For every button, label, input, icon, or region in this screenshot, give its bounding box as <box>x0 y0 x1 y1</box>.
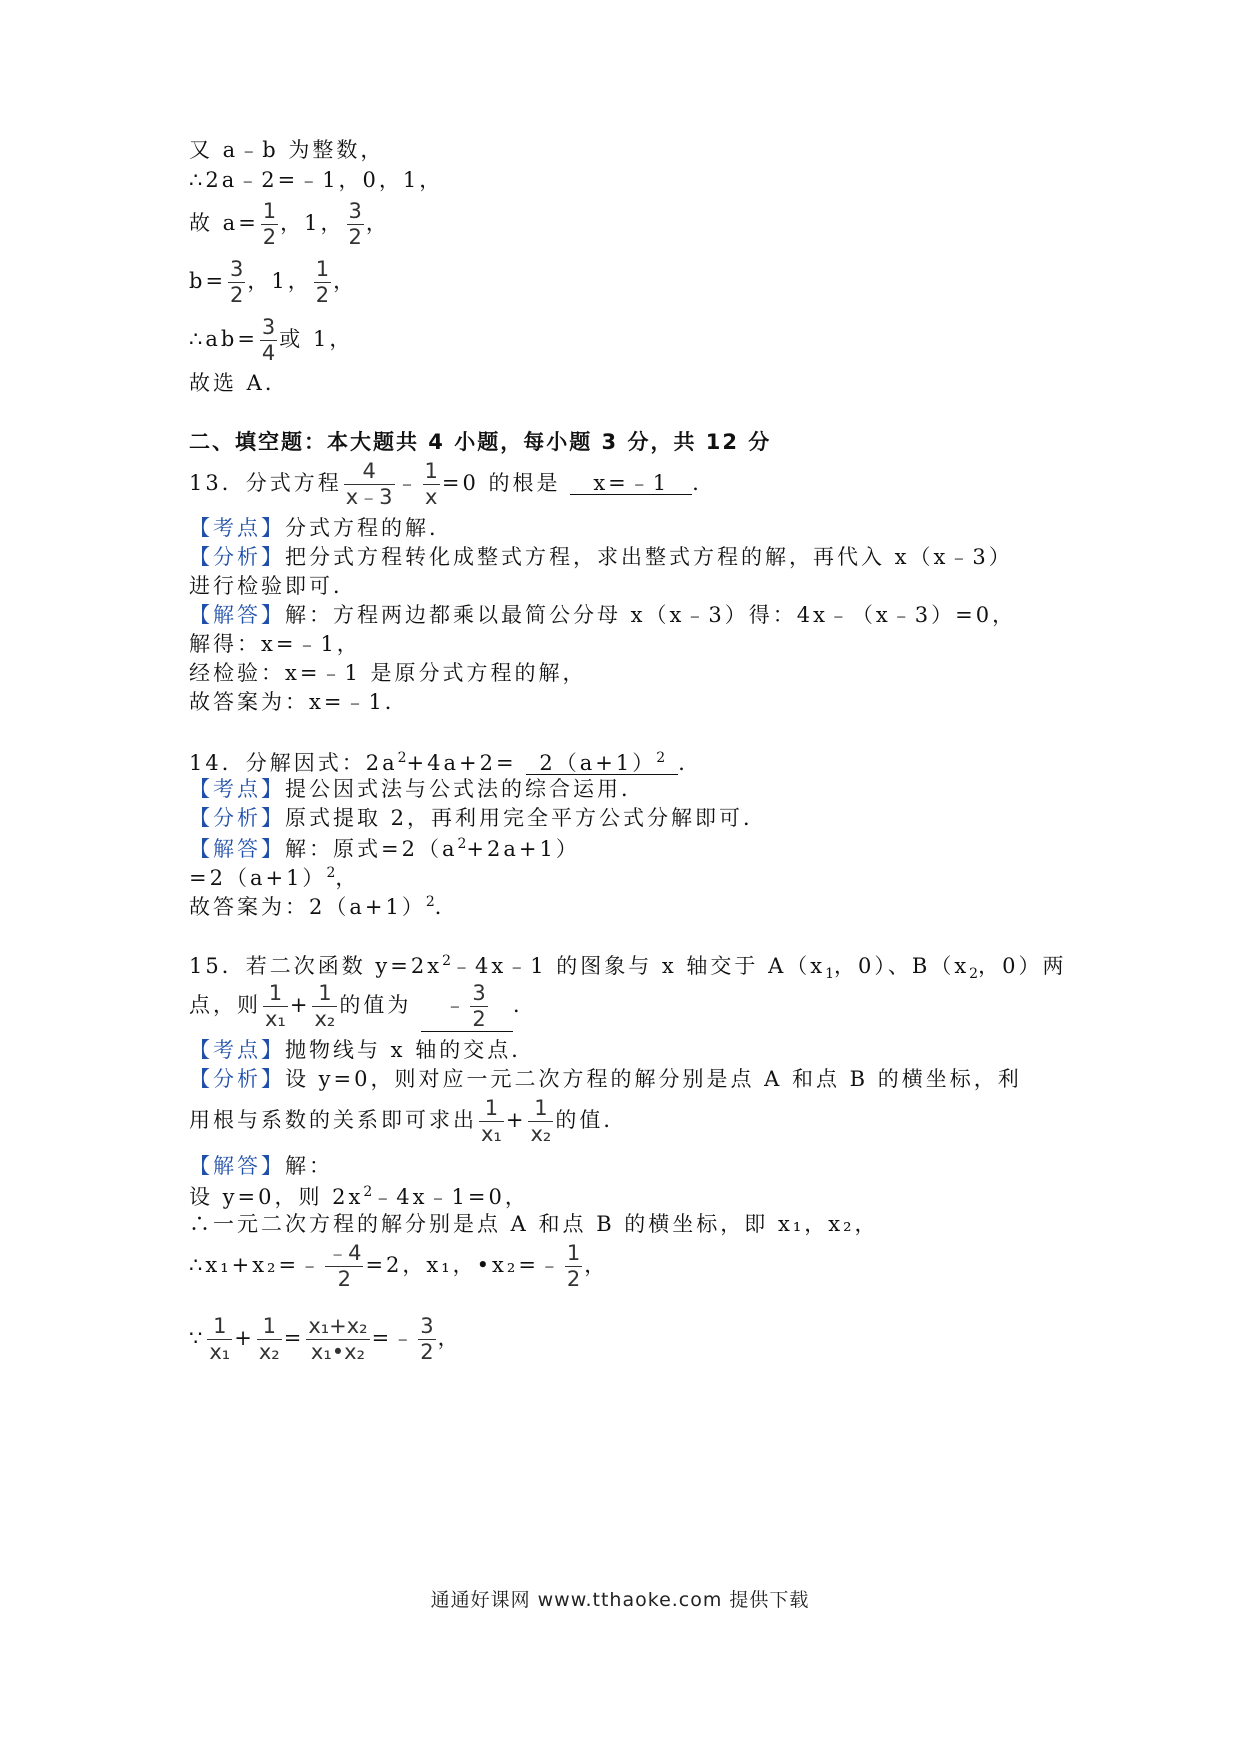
text-fragment: ， <box>333 269 358 294</box>
fraction: $\frac{1}{x}$ <box>424 459 438 510</box>
fraction: $\frac{1}{\text{x₁}}$ <box>265 981 286 1032</box>
kaodian-tag: 【考点】 <box>189 516 285 540</box>
text-line: 进行检验即可． <box>189 574 357 598</box>
fenxi-line: 【分析】把分式方程转化成整式方程，求出整式方程的解，再代入 x（x﹣3） <box>189 545 1013 569</box>
text-fragment: ，1， <box>280 211 345 236</box>
text-line: 故答案为：x=﹣1． <box>189 690 409 714</box>
text-line: ∴x₁+x₂=﹣ $\frac{﹣4}{2}$ =2，x₁，•x₂=﹣ $\frac{1}{2}$ ， <box>189 1241 609 1292</box>
fraction: $\frac{\text{x₁+x₂}}{\text{x₁•x₂}}$ <box>308 1314 368 1365</box>
text-fragment: ，1， <box>247 269 312 294</box>
fraction: $\frac{3}{4}$ <box>261 315 276 366</box>
fraction: $\frac{1}{\text{x₂}}$ <box>314 981 336 1032</box>
text-line: ∴2a﹣2=﹣1，0，1， <box>189 168 444 192</box>
text-line: 故答案为：$2(a+1)^2$． <box>189 894 459 919</box>
question-14-stem: 14．分解因式：$2a^2+4a+2= 2(a+1)^2$ ． <box>189 750 703 775</box>
kaodian-tag: 【考点】 <box>189 1038 285 1062</box>
question-13-stem: 13．分式方程 $\frac{4}{x﹣3}$ ﹣ $\frac{1}{x}$ =0 的根是 x=﹣1 ． <box>189 459 717 510</box>
text-line <box>189 200 390 249</box>
text-line: 经检验：x=﹣1 是原分式方程的解， <box>189 661 587 685</box>
fraction: $\frac{1}{\text{x₂}}$ <box>530 1096 552 1147</box>
text-line <box>189 316 353 365</box>
jieda-line: 【解答】解： <box>189 1154 333 1178</box>
fraction: $\frac{3}{2}$ <box>348 199 362 250</box>
fenxi-tag: 【分析】 <box>189 545 285 569</box>
answer-blank: x=﹣1 <box>570 473 692 495</box>
fraction: $\frac{﹣4}{2}$ <box>327 1241 362 1292</box>
jieda-tag: 【解答】 <box>189 603 285 627</box>
fenxi-line: 【分析】设 y=0，则对应一元二次方程的解分别是点 A 和点 B 的横坐标，利 <box>189 1067 1022 1091</box>
fenxi-tag: 【分析】 <box>189 1067 285 1091</box>
text-fragment: ， <box>365 211 390 236</box>
text-fragment: 或 1， <box>279 327 354 352</box>
fraction: $\frac{1}{2}$ <box>566 1241 581 1292</box>
section-heading: 二、填空题：本大题共 4 小题，每小题 3 分，共 12 分 <box>189 430 772 454</box>
text-line: ∵ $\frac{1}{\text{x₁}}$ + $\frac{1}{\text{x₂}}$ = $\frac{\text{x₁+x₂}}{\text{x₁•x₂}}$ =﹣ $\frac{3}{2}$ ， <box>189 1314 462 1365</box>
text-fragment: 故 a= <box>189 211 259 236</box>
text-line: 又 a﹣b 为整数， <box>189 138 385 162</box>
jieda-tag: 【解答】 <box>189 837 285 861</box>
kaodian-line: 【考点】提公因式法与公式法的综合运用． <box>189 777 645 801</box>
page-footer: 通通好课网 www.tthaoke.com 提供下载 <box>430 1589 810 1611</box>
answer-blank: $2(a+1)^2$ <box>526 751 678 775</box>
text-line: ∴一元二次方程的解分别是点 A 和点 B 的横坐标，即 x₁，x₂， <box>189 1212 879 1236</box>
fraction: $\frac{3}{2}$ <box>472 981 486 1032</box>
kaodian-tag: 【考点】 <box>189 777 285 801</box>
answer-blank: ﹣ $\frac{3}{2}$ <box>421 982 513 1032</box>
jieda-line: 【解答】解：方程两边都乘以最简公分母 x（x﹣3）得：4x﹣（x﹣3）=0， <box>189 603 1017 627</box>
kaodian-line: 【考点】抛物线与 x 轴的交点． <box>189 1038 536 1062</box>
fraction: $\frac{3}{2}$ <box>420 1314 434 1365</box>
fraction: $\frac{1}{2}$ <box>315 257 330 308</box>
text-line: $=2(a+1)^2$， <box>189 865 360 890</box>
fraction: $\frac{1}{\text{x₂}}$ <box>258 1314 280 1365</box>
question-15-stem: 15．若二次函数 $y=2x^2﹣4x﹣1$ 的图象与 x 轴交于 $A(x_1$，0）、$B(x_2$，0）两 <box>189 953 1067 983</box>
text-line <box>189 258 357 307</box>
text-line: 故选 A． <box>189 371 289 395</box>
jieda-tag: 【解答】 <box>189 1154 285 1178</box>
fraction: $\frac{1}{2}$ <box>262 199 277 250</box>
fraction: $\frac{1}{\text{x₁}}$ <box>481 1096 502 1147</box>
text-line: 设 y=0，则 $2x^2﹣4x﹣1=0$， <box>189 1184 529 1209</box>
kaodian-line: 【考点】分式方程的解． <box>189 516 453 540</box>
text-line: 解得：x=﹣1， <box>189 632 361 656</box>
question-15-stem-2: 点，则 $\frac{1}{\text{x₁}}$ + $\frac{1}{\text{x₂}}$ 的值为 ﹣ $\frac{3}{2}$ ． <box>189 981 538 1032</box>
fenxi-tag: 【分析】 <box>189 806 285 830</box>
text-fragment: ∴ab= <box>189 327 258 352</box>
text-line: 用根与系数的关系即可求出 $\frac{1}{\text{x₁}}$ + $\frac{1}{\text{x₂}}$ 的值． <box>189 1096 628 1147</box>
fraction: $\frac{1}{\text{x₁}}$ <box>209 1314 231 1365</box>
fraction: $\frac{4}{x﹣3}$ <box>345 459 393 510</box>
fraction: $\frac{3}{2}$ <box>230 257 244 308</box>
fenxi-line: 【分析】原式提取 2，再利用完全平方公式分解即可． <box>189 806 768 830</box>
text-fragment: b= <box>189 269 227 294</box>
jieda-line: 【解答】解：原式$=2(a^2+2a+1)$ <box>189 836 580 861</box>
